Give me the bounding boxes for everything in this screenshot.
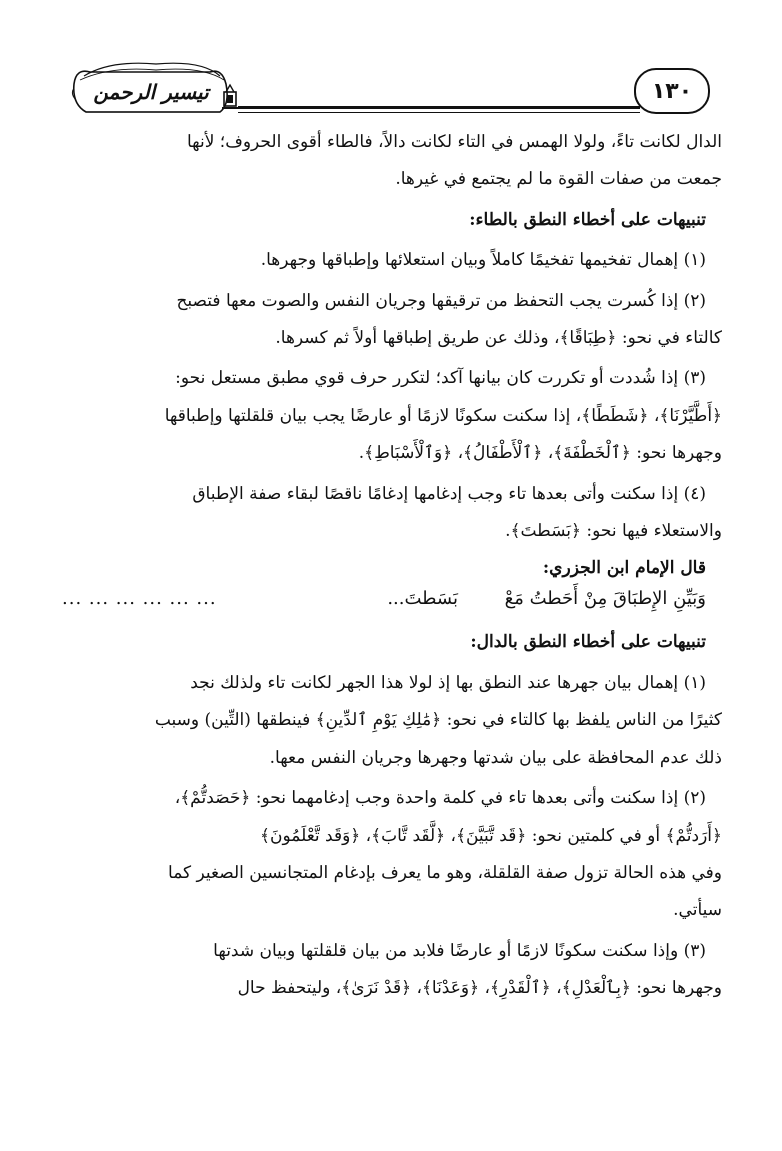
- list-item-daal-3: [62, 933, 722, 970]
- list-item-taa-4: [62, 476, 722, 513]
- item-number: (٣): [683, 368, 706, 389]
- item-number: (٣): [683, 940, 706, 961]
- page-body: [62, 124, 722, 1008]
- poem-quote: [62, 550, 722, 614]
- poem-ellipsis: ... ... ... ... ... ...: [62, 588, 217, 610]
- item-text: إذا شُددت أو تكررت كان بيانها آكد؛ لتكرر حرف قوي مطبق مستعل نحو:: [175, 368, 679, 389]
- text-line: وفي هذه الحالة تزول صفة القلقلة، وهو ما يعرف بإدغام المتجانسين الصغير كما: [168, 862, 722, 883]
- header-rule: [238, 106, 640, 109]
- text-line: ﴿أَطَّيَّرْنَا﴾، ﴿شَطَطًا﴾، إذا سكنت سكونًا لازمًا أو عارضًا يجب بيان قلقلتها وإطباقها: [164, 405, 722, 426]
- text-line: وجهرها نحو: ﴿ٱلْخَطْفَةَ﴾، ﴿ٱلْأَطْفَالُ﴾، ﴿وَٱلْأَسْبَاطِ﴾.: [358, 443, 722, 464]
- item-text: إذا سكنت وأتى بعدها تاء في كلمة واحدة وجب إدغامهما نحو: ﴿حَصَدتُّمْ﴾،: [174, 788, 679, 809]
- text-line: والاستعلاء فيها نحو: ﴿بَسَطتَ﴾.: [505, 521, 722, 542]
- item-number: (١): [683, 672, 706, 693]
- text-line: جمعت من صفات القوة ما لم يجتمع في غيرها.: [395, 169, 722, 190]
- poem-intro: قال الإمام ابن الجزري:: [542, 558, 706, 579]
- item-text: إذا كُسرت يجب التحفظ من ترقيقها وجريان النفس والصوت معها فتصبح: [176, 290, 679, 311]
- item-number: (١): [683, 250, 706, 271]
- item-text: إهمال تفخيمها تفخيمًا كاملاً وبيان استعلائها وإطباقها وجهرها.: [260, 250, 679, 271]
- book-title: تيسير الرحمن: [93, 80, 209, 104]
- item-text: إهمال بيان جهرها عند النطق بها إذ لولا هذا الجهر لكانت تاء ولذلك نجد: [190, 672, 679, 693]
- poem-verse: [62, 580, 706, 614]
- text-line: كالتاء في نحو: ﴿طِبَاقًا﴾، وذلك عن طريق إطباقها أولاً ثم كسرها.: [275, 328, 722, 349]
- list-item-taa-3: [62, 360, 722, 397]
- poem-hemistich-second: بَسَطتَ...: [387, 588, 458, 610]
- header-rule-thin: [238, 112, 640, 113]
- text-line: كثيرًا من الناس يلفظ بها كالتاء في نحو: ﴿مَٰلِكِ يَوْمِ ٱلدِّينِ﴾ فينطقها (التِّين) وسبب: [154, 710, 722, 731]
- text-line: ﴿أَرَدتُّمْ﴾ أو في كلمتين نحو: ﴿قَد تَّبَيَّنَ﴾، ﴿لَّقَد تَّابَ﴾، ﴿وَقَد تَّعْلَمُونَ﴾: [260, 825, 722, 846]
- item-number: (٢): [683, 788, 706, 809]
- item-number: (٢): [683, 290, 706, 311]
- list-item-daal-1: [62, 665, 722, 702]
- text-line: ذلك عدم المحافظة على بيان شدتها وجهرها وجريان النفس معها.: [269, 747, 722, 768]
- item-text: وإذا سكنت سكونًا لازمًا أو عارضًا فلابد من بيان قلقلتها وبيان شدتها: [213, 940, 679, 961]
- list-item-daal-2: [62, 780, 722, 817]
- text-line: الدال لكانت تاءً، ولولا الهمس في التاء لكانت دالاً، فالطاء أقوى الحروف؛ لأنها: [186, 132, 722, 152]
- poem-hemistich-first: وَبَيِّنِ الإِطبَاقَ مِنْ أَحَطتُ مَعْ: [504, 588, 706, 610]
- list-item-taa-1: [62, 242, 722, 279]
- list-item-taa-2: [62, 283, 722, 320]
- text-line: وجهرها نحو: ﴿بِٱلْعَدْلِ﴾، ﴿ٱلْقَدْرِ﴾، ﴿وَعَدْنَا﴾، ﴿قَدْ نَرَىٰ﴾، وليتحفظ حال: [237, 978, 722, 999]
- page-number: ١٣٠: [634, 68, 710, 114]
- item-number: (٤): [683, 483, 706, 504]
- text-line: سيأتي.: [673, 900, 722, 921]
- lamp-icon: [220, 82, 240, 110]
- section-heading-daal: تنبيهات على أخطاء النطق بالدال:: [470, 632, 706, 653]
- page-header: [70, 54, 714, 120]
- item-text: إذا سكنت وأتى بعدها تاء وجب إدغامها إدغامًا ناقصًا لبقاء صفة الإطباق: [192, 483, 679, 504]
- section-heading-taa: تنبيهات على أخطاء النطق بالطاء:: [469, 209, 706, 230]
